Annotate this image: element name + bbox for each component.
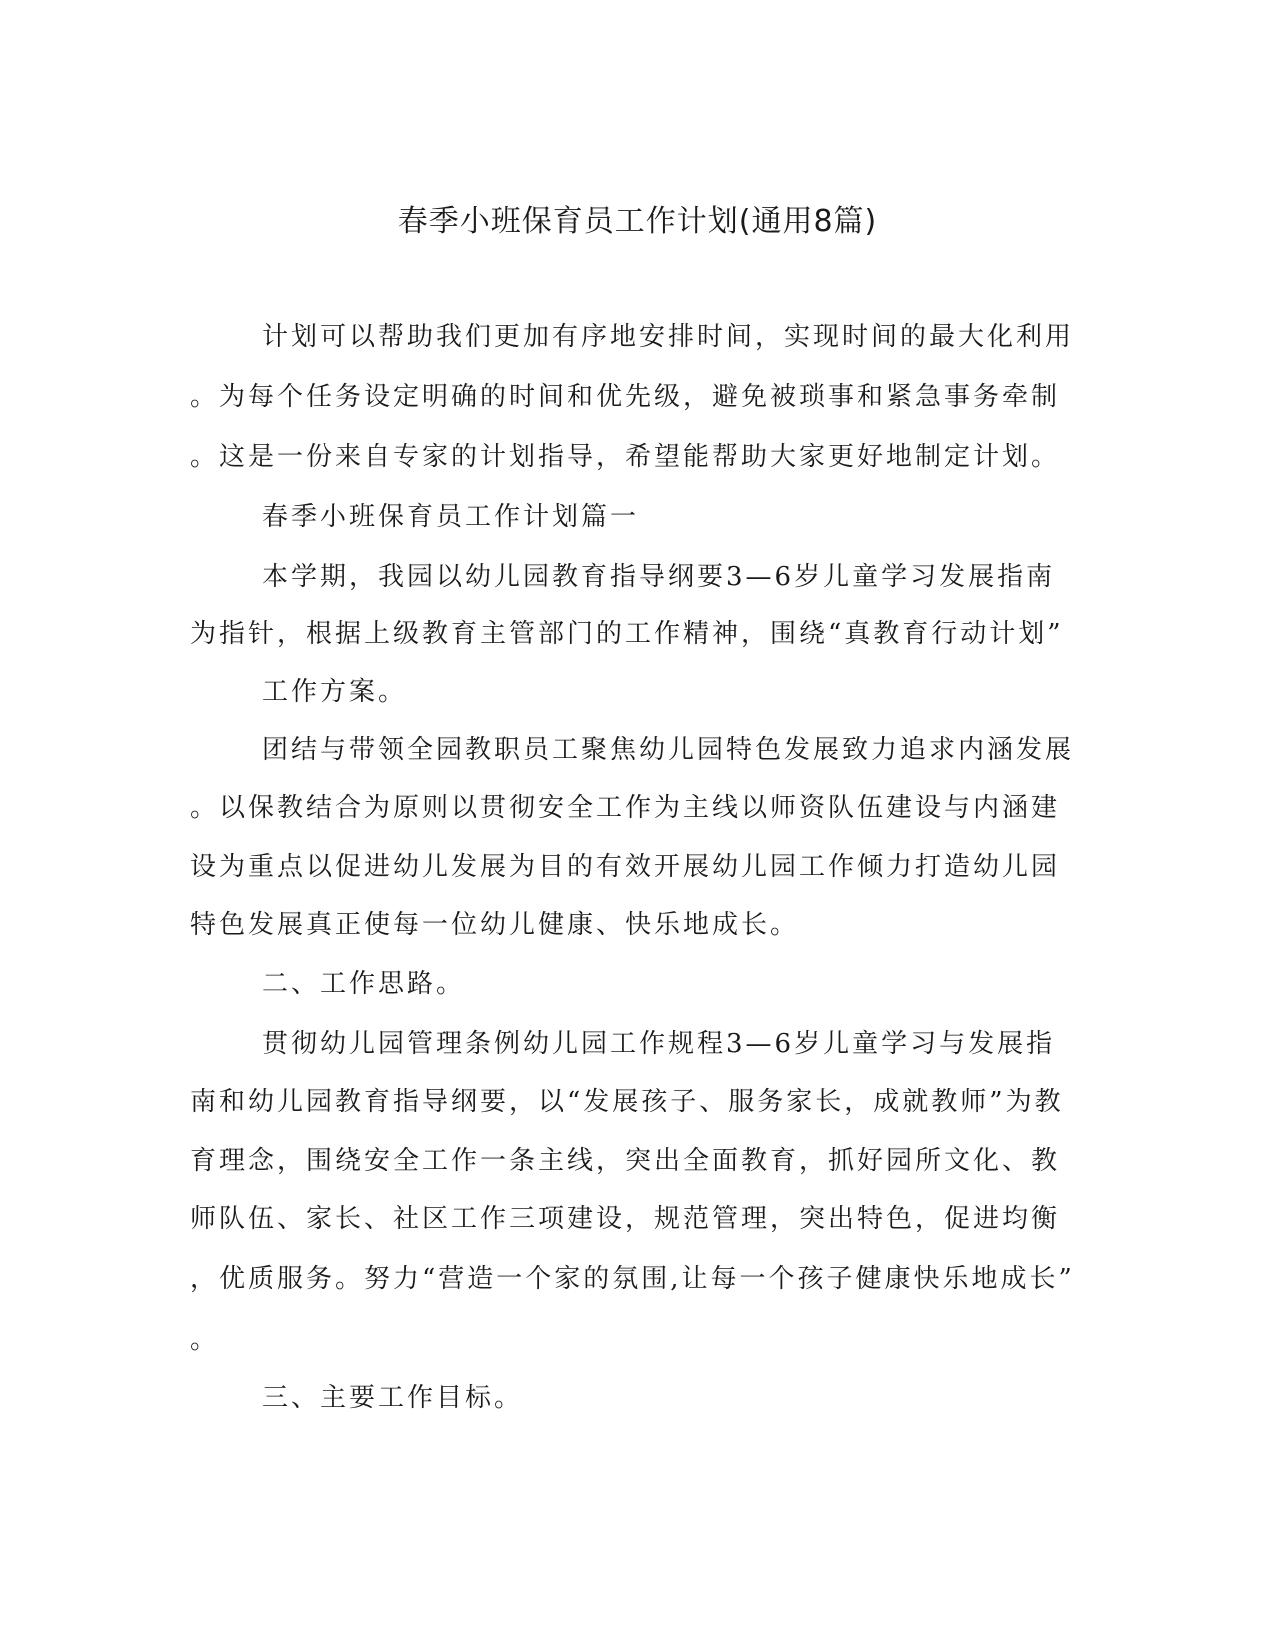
paragraph-line: 特色发展真正使每一位幼儿健康、快乐地成长。	[190, 910, 800, 940]
paragraph-line: 。为每个任务设定明确的时间和优先级，避免被琐事和紧急事务牵制	[190, 382, 1061, 412]
paragraph-line: 育理念，围绕安全工作一条主线，突出全面教育，抓好园所文化、教	[190, 1146, 1061, 1176]
paragraph-line: 。这是一份来自专家的计划指导，希望能帮助大家更好地制定计划。	[190, 442, 1061, 472]
document-title: 春季小班保育员工作计划(通用8篇)	[397, 204, 878, 239]
section-heading: 春季小班保育员工作计划篇一	[262, 502, 640, 532]
paragraph-line: 师队伍、家长、社区工作三项建设，规范管理，突出特色，促进均衡	[190, 1204, 1061, 1234]
paragraph-line: 贯彻幼儿园管理条例幼儿园工作规程3—6岁儿童学习与发展指	[262, 1029, 1056, 1059]
section-heading: 二、工作思路。	[262, 969, 466, 999]
paragraph-line: 。以保教结合为原则以贯彻安全工作为主线以师资队伍建设与内涵建	[190, 793, 1061, 823]
paragraph-line: 。	[190, 1325, 220, 1355]
paragraph-line: 为指针，根据上级教育主管部门的工作精神，围绕“真教育行动计划”	[190, 619, 1064, 649]
paragraph-line: 南和幼儿园教育指导纲要，以“发展孩子、服务家长，成就教师”为教	[190, 1087, 1064, 1117]
paragraph-line: ，优质服务。努力“营造一个家的氛围,让每一个孩子健康快乐地成长”	[190, 1264, 1075, 1294]
paragraph-line: 设为重点以促进幼儿发展为目的有效开展幼儿园工作倾力打造幼儿园	[190, 852, 1061, 882]
paragraph-line: 计划可以帮助我们更加有序地安排时间，实现时间的最大化利用	[262, 322, 1075, 352]
paragraph-line: 团结与带领全园教职员工聚焦幼儿园特色发展致力追求内涵发展	[262, 735, 1075, 765]
section-heading: 三、主要工作目标。	[262, 1383, 524, 1413]
paragraph-line: 本学期，我园以幼儿园教育指导纲要3—6岁儿童学习发展指南	[262, 562, 1056, 592]
paragraph-line: 工作方案。	[262, 677, 408, 707]
